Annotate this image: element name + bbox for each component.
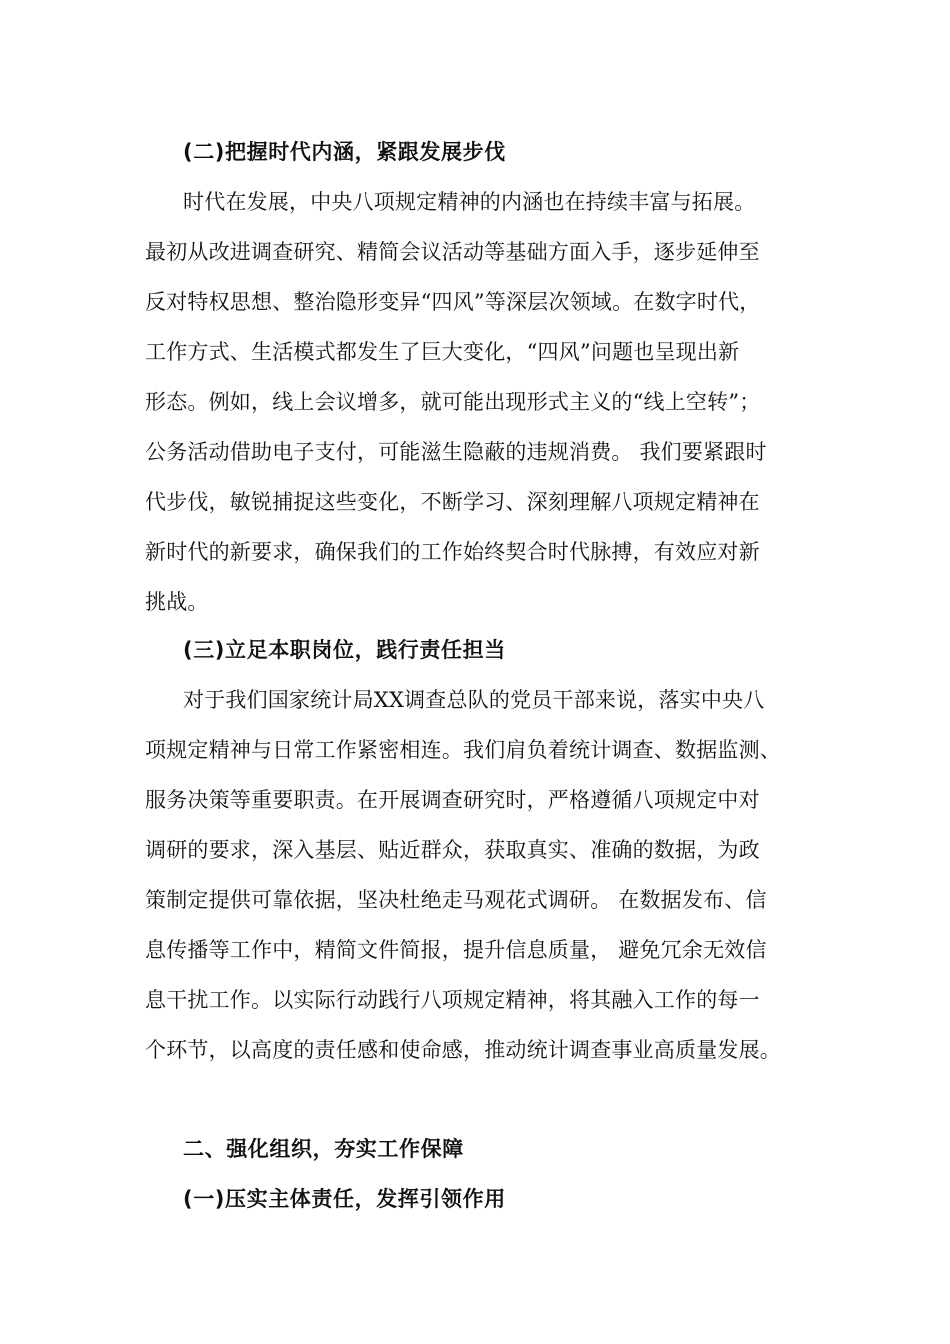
paragraph-line: 时代在发展，中央八项规定精神的内涵也在持续丰富与拓展。 (183, 190, 756, 214)
section-heading-2: (二)把握时代内涵，紧跟发展步伐 (183, 140, 506, 164)
paragraph-line: 公务活动借助电子支付，可能滋生隐蔽的违规消费。 我们要紧跟时 (145, 440, 767, 464)
paragraph-line: 息干扰工作。以实际行动践行八项规定精神，将其融入工作的每一 (145, 988, 760, 1012)
paragraph-line: 代步伐，敏锐捕捉这些变化，不断学习、深刻理解八项规定精神在 (145, 490, 760, 514)
paragraph-line: 反对特权思想、整治隐形变异“四风”等深层次领域。在数字时代， (145, 290, 761, 314)
section-heading-3: (三)立足本职岗位，践行责任担当 (183, 638, 506, 662)
paragraph-line: 策制定提供可靠依据，坚决杜绝走马观花式调研。 在数据发布、信 (145, 888, 767, 912)
paragraph-line: 最初从改进调查研究、精简会议活动等基础方面入手，逐步延伸至 (145, 240, 760, 264)
paragraph-line: 形态。例如，线上会议增多，就可能出现形式主义的“线上空转”； (145, 390, 761, 414)
sub-heading: (一)压实主体责任，发挥引领作用 (183, 1187, 506, 1211)
paragraph-line: 服务决策等重要职责。在开展调查研究时，严格遵循八项规定中对 (145, 788, 760, 812)
paragraph-line: 息传播等工作中，精简文件简报，提升信息质量， 避免冗余无效信 (145, 938, 767, 962)
paragraph-line: 调研的要求，深入基层、贴近群众，获取真实、准确的数据，为政 (145, 838, 760, 862)
paragraph-line: 新时代的新要求，确保我们的工作始终契合时代脉搏，有效应对新 (145, 540, 760, 564)
paragraph-line: 项规定精神与日常工作紧密相连。我们肩负着统计调查、数据监测、 (145, 738, 781, 762)
paragraph-line: 工作方式、生活模式都发生了巨大变化，“四风”问题也呈现出新 (145, 340, 740, 364)
paragraph-line: 个环节，以高度的责任感和使命感，推动统计调查事业高质量发展。 (145, 1038, 781, 1062)
paragraph-line: 对于我们国家统计局XX调查总队的党员干部来说，落实中央八 (183, 688, 765, 712)
part-heading: 二、强化组织，夯实工作保障 (183, 1137, 464, 1161)
paragraph-line: 挑战。 (145, 590, 209, 614)
